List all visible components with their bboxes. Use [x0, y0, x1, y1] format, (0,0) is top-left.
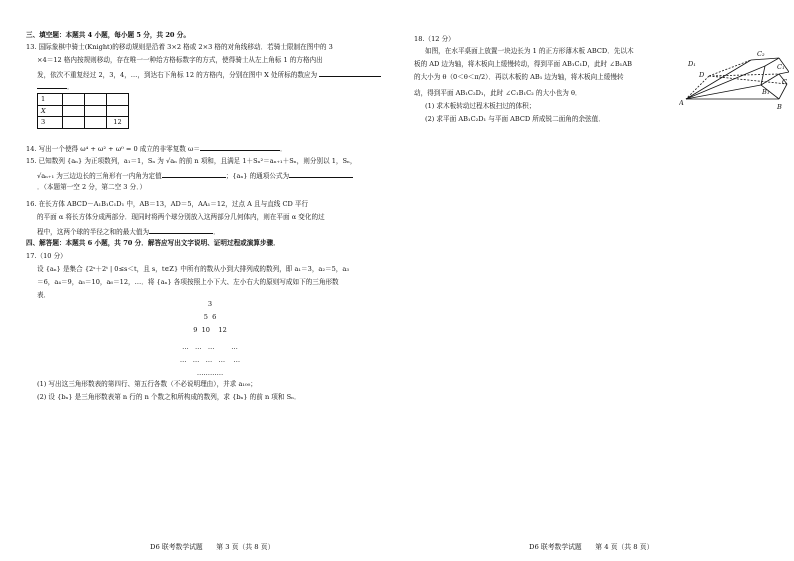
question-15-line-1: 15. 已知数列 {aₙ} 为正项数列，a₁＝1，Sₙ 为 √aₙ 的前 n 项和，且满足 1＋Sₙ²＝aₙ₊₁＋Sₙ，则分别以 1，Sₙ， [26, 157, 357, 165]
question-15-line-3: ．（本题第一空 2 分，第二空 3 分．） [37, 183, 147, 191]
triangle-row-4: … … … … [182, 343, 238, 351]
question-17-line-1: 设 {aₙ} 是集合 {2ˢ＋2ᵗ | 0≤s＜t，且 s，t∈Z} 中所有的数从小到大排列成的数列，即 a₁＝3，a₂＝5，a₃ [37, 265, 349, 273]
grid-cell [63, 94, 85, 106]
question-18-part-1: (1) 求木板转动过程木板扫过的体积； [425, 102, 536, 110]
triangle-row-5: … … … … … [179, 356, 241, 364]
grid-cell: 3 [38, 117, 63, 129]
label-D: D [699, 71, 705, 79]
label-D1: D₁ [688, 60, 696, 68]
triangle-row-3: 9 10 12 [193, 326, 227, 334]
question-18-heading: 18.（12 分） [414, 35, 455, 43]
question-13-line-1: 13. 国际象棋中骑士(Knight)的移动规则是沿着 3×2 格或 2×3 格的对角线移动．若骑士限制在图中的 3 [26, 43, 333, 51]
question-13-line-2: ×4＝12 格内按规则移动，存在唯一一种给方格标数字的方式，使得骑士从左上角标 1 的方格内出 [37, 56, 323, 64]
question-16-line-3: 程中，这两个球的半径之和的最大值为 ． [37, 228, 220, 236]
answer-blank [149, 226, 213, 234]
page-footer-right: D6 联考数学试题 第 4 页（共 8 页） [529, 543, 654, 551]
answer-blank [162, 170, 226, 178]
question-18-line-2: 板的 AD 边为轴，将木板向上缓慢转动，得到平面 AB₁C₁D，此时 ∠B₁AB [414, 60, 632, 68]
grid-cell: 12 [107, 117, 129, 129]
label-B1: B₁ [762, 88, 770, 96]
triangle-row-2: 5 6 [203, 313, 217, 321]
grid-row [38, 94, 129, 106]
answer-blank [200, 143, 280, 151]
label-C1: C₁ [777, 63, 785, 71]
right-page [397, 0, 794, 561]
grid-cell [63, 105, 85, 117]
grid-row [38, 105, 129, 117]
question-16-line-1: 16. 在长方体 ABCD－A₁B₁C₁D₁ 中，AB＝13，AD＝5，AA₁＝12，过点 A 且与直线 CD 平行 [26, 200, 309, 208]
knight-grid-table [37, 93, 129, 129]
rotated-board-figure [679, 44, 789, 116]
grid-cell [85, 105, 107, 117]
grid-cell [107, 94, 129, 106]
answer-blank [37, 81, 67, 89]
page-footer-left: D6 联考数学试题 第 3 页（共 8 页） [150, 543, 275, 551]
grid-cell: 1 [38, 94, 63, 106]
answer-blank [319, 69, 381, 77]
label-A: A [679, 99, 684, 107]
label-B: B [777, 103, 782, 111]
grid-row [38, 117, 129, 129]
question-18-line-4: 动，得到平面 AB₁C₂D₁，此时 ∠C₁B₁C₂ 的大小也为 θ． [414, 89, 582, 97]
grid-cell: X [38, 105, 63, 117]
question-13-line-4: ． [37, 81, 74, 93]
question-17-part-2: (2) 设 {bₙ} 是三角形数表第 n 行的 n 个数之和所构成的数列，求 {bₙ} 的前 n 项和 Sₙ． [37, 393, 301, 401]
triangle-row-1: 3 [207, 300, 213, 308]
question-18-part-2: (2) 求平面 AB₁C₂D₁ 与平面 ABCD 所成锐二面角的余弦值． [425, 115, 605, 123]
grid-cell [107, 105, 129, 117]
question-15-line-2: √aₙ₊₁ 为三边边长的三角形有一内角为定值 ；{aₙ} 的通项公式为 [37, 170, 353, 182]
question-18-line-3: 的大小为 θ（0＜θ＜π/2）．再以木板的 AB₁ 边为轴，将木板向上缓慢转 [414, 73, 624, 81]
question-18-line-1: 如图，在水平桌面上放置一块边长为 1 的正方形薄木板 ABCD．先以木 [425, 47, 634, 55]
section-solution-heading: 四、解答题：本题共 6 小题，共 70 分．解答应写出文字说明、证明过程或演算步骤． [26, 239, 280, 247]
grid-cell [85, 117, 107, 129]
section-fill-in-heading: 三、填空题：本题共 4 小题，每小题 5 分，共 20 分。 [26, 31, 190, 39]
triangle-row-6: ………… [196, 369, 224, 377]
question-17-line-3: 表． [37, 291, 51, 299]
grid-cell [85, 94, 107, 106]
question-17-line-2: ＝6，a₄＝9，a₅＝10，a₆＝12，…．将 {aₙ} 各项按照上小下大、左小右大的原则写成如下的三角形数 [37, 278, 339, 286]
question-16-line-2: 的平面 α 将长方体分成两部分．现同时将两个球分别放入这两部分几何体内，则在平面 α 变化的过 [37, 213, 325, 221]
label-C2: C₂ [757, 50, 765, 58]
grid-cell [63, 117, 85, 129]
question-14: 14. 写出一个使得 ω⁴ + ω² + ω⁰ = 0 成立的非零复数 ω＝ ． [26, 145, 287, 153]
label-C: C [782, 78, 788, 86]
question-17-part-1: (1) 写出这三角形数表的第四行、第五行各数（不必说明理由），并求 a₁₀₀； [37, 380, 257, 388]
answer-blank [289, 170, 353, 178]
question-13-line-3: 发，依次不重复经过 2，3，4，…，到达右下角标 12 的方格内，分别在图中 X 处所标的数应为 [37, 69, 381, 81]
question-17-heading: 17.（10 分） [26, 252, 67, 260]
